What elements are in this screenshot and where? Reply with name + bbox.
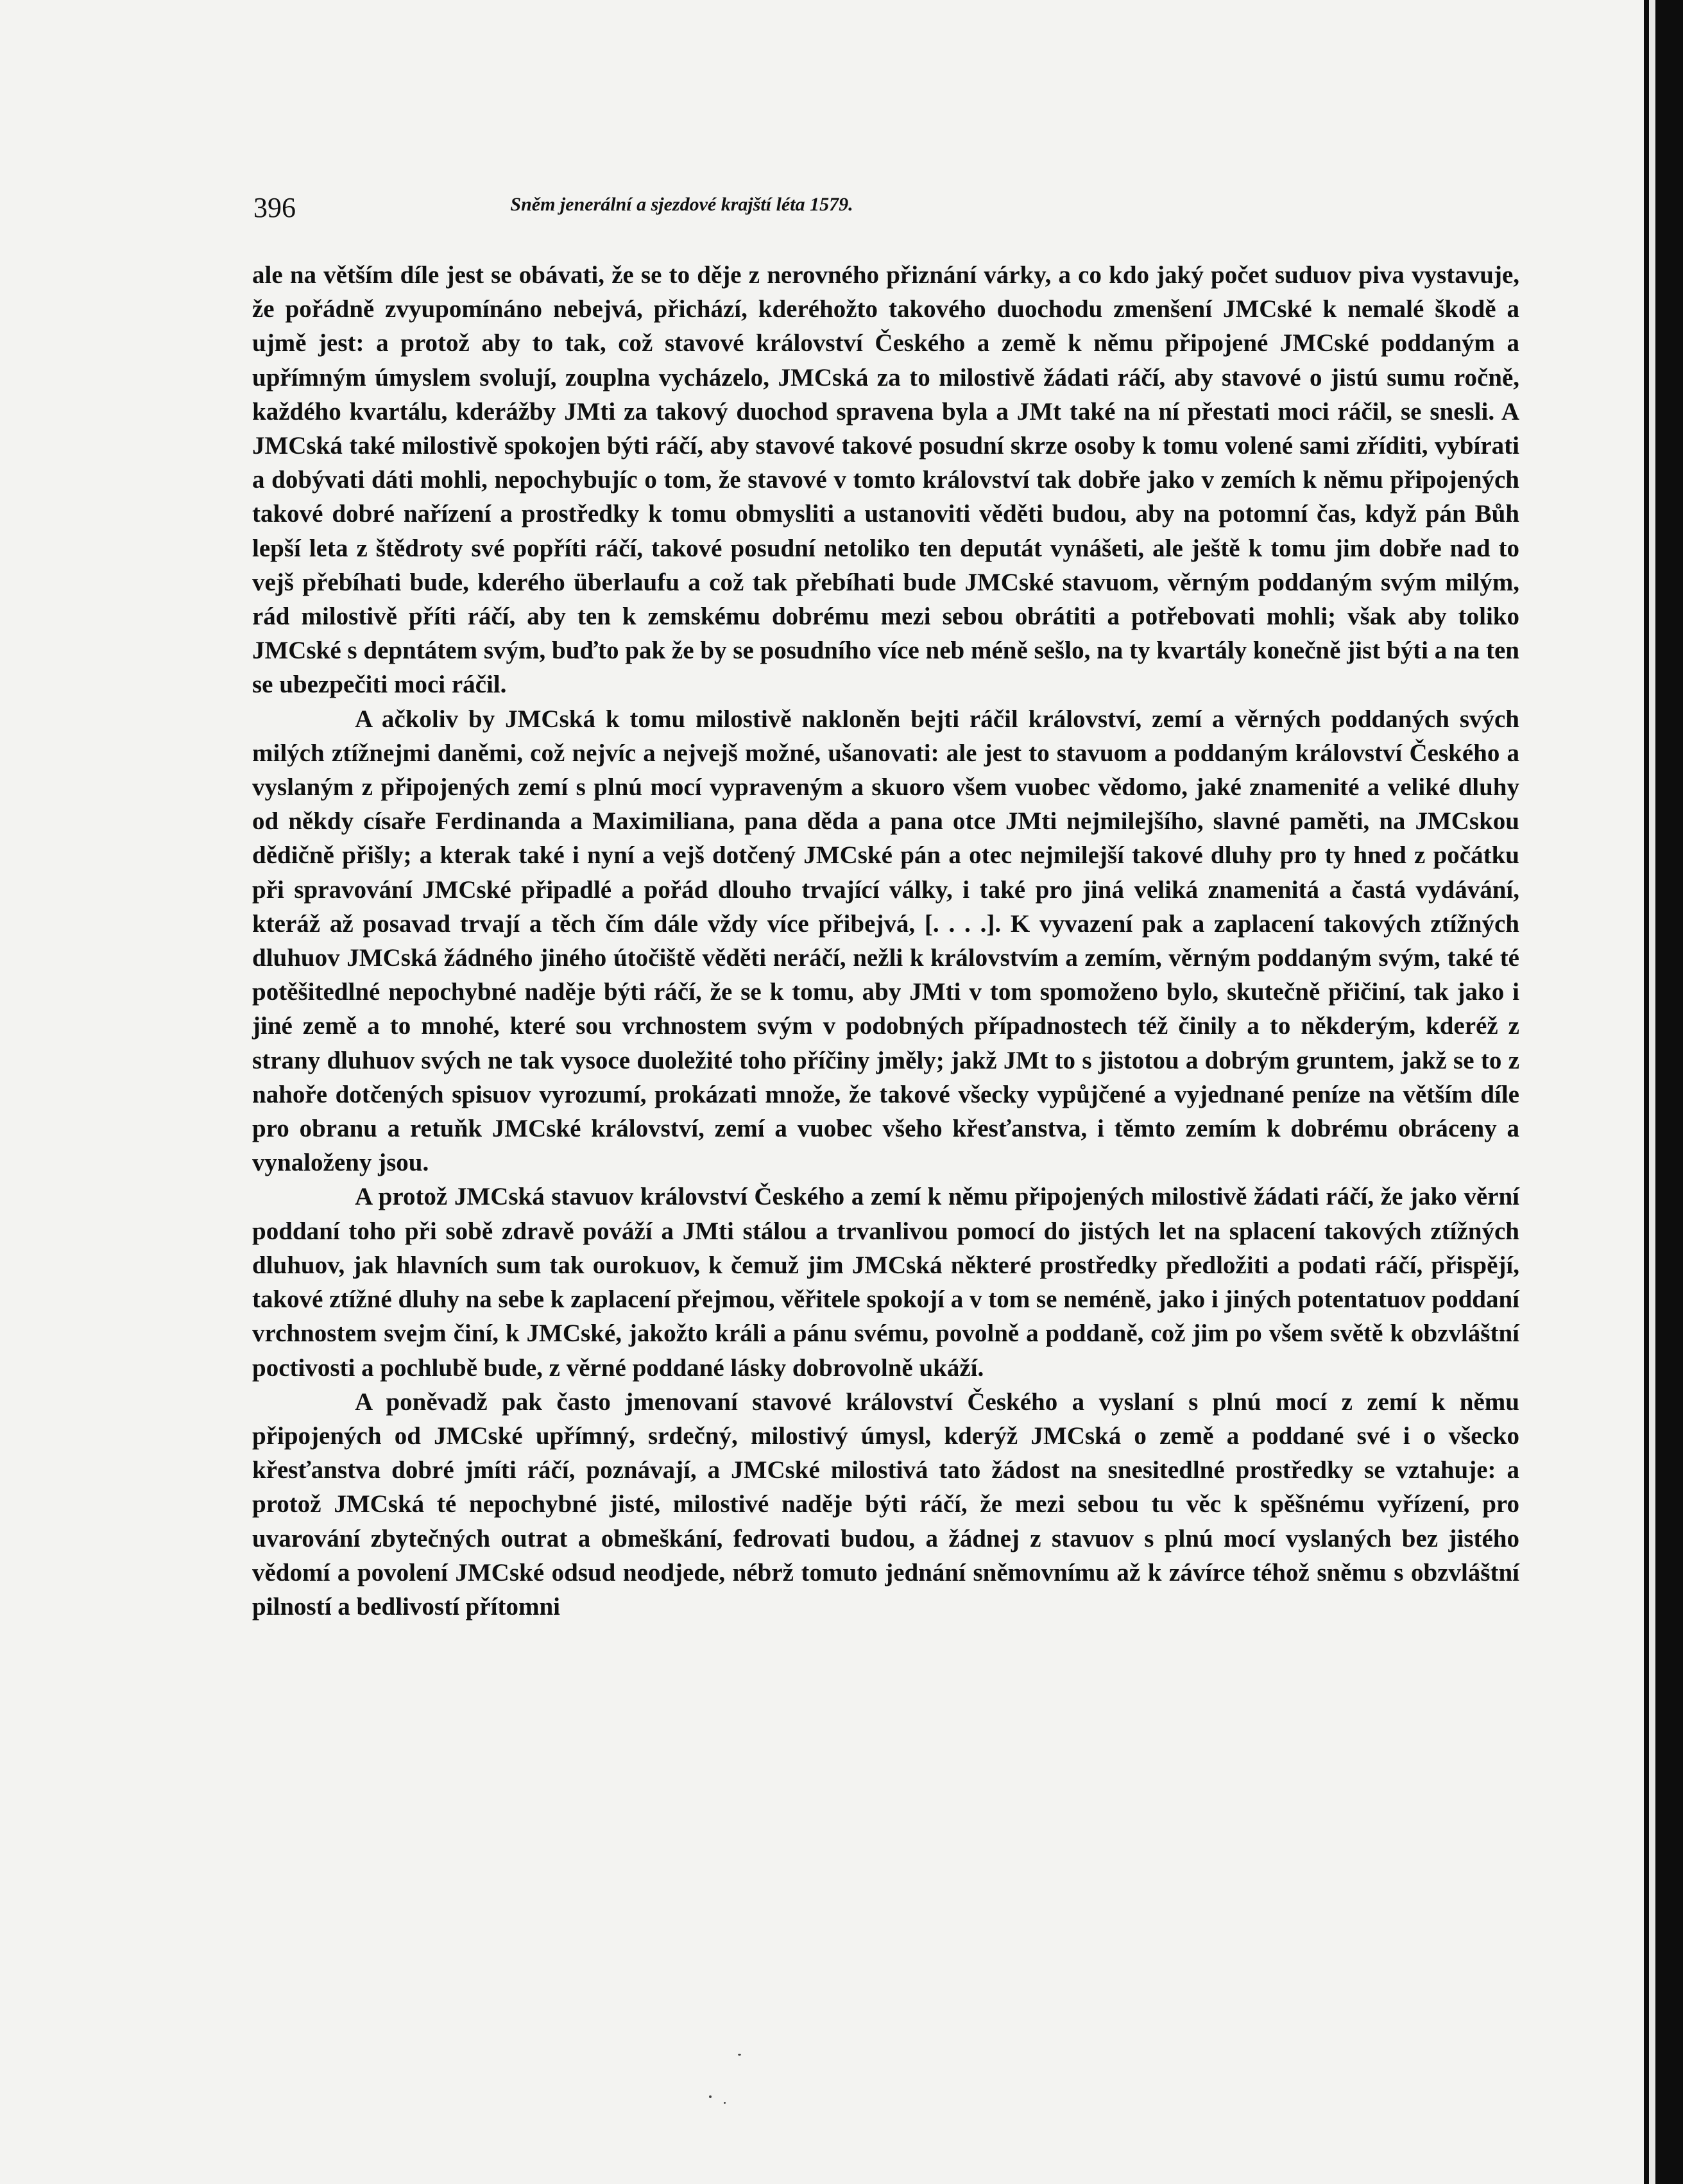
scan-speck [724,2102,726,2104]
body-text [252,258,1519,1624]
paragraph: A ačkoliv by JMCská k tomu milostivě nakloněn bejti ráčil království, zemí a věrných poddaných svých milých ztížnejmi daněmi, což nejvíc a nejvejš možné, ušanovati: ale jest to stavuom a poddaným království Českého a vyslaným z připojených zemí s plnú mocí vypraveným a skuoro všem vuobec vědomo, jaké znamenité a veliké dluhy od někdy císaře Ferdinanda a Maximiliana, pana děda a pana otce JMti nejmilejšího, slavné paměti, na JMCskou dědičně přišly; a kterak také i nyní a vejš dotčený JMCské pán a otec nejmilejší takové dluhy pro ty hned z počátku při spravování JMCské připadlé a pořád dlouho trvající války, i také pro jiná veliká znamenitá a častá vydávání, kteráž až posavad trvají a těch čím dále vždy více přibejvá, [. . . .]. K vyvazení pak a zaplacení takových ztížných dluhuov JMCská žádného jiného útočiště věděti neráčí, nežli k královstvím a zemím, věrným poddaným svým, také té potěšitedlné nepochybné naděje býti ráčí, že se k tomu, aby JMti v tom spomoženo bylo, skutečně přičiní, tak jako i jiné země a to mnohé, které sou vrchnostem svým v podobných případnostech též činily a to někderým, kderéž z strany dluhuov svých ne tak vysoce duoležité toho příčiny jměly; jakž JMt to s jistotou a dobrým gruntem, jakž se to z nahoře dotčených spisuov vyrozumí, prokázati množe, že takové všecky vypůjčené a vyjednané peníze na větším díle pro obranu a retuňk JMCské království, zemí a vuobec všeho křesťanstva, i těmto zemím k dobrému obráceny a vynaloženy jsou. [252,705,1519,1177]
page-header [253,191,1110,230]
scan-speck [738,2054,741,2056]
scan-edge [1644,0,1683,2184]
page-number: 396 [253,192,296,223]
scan-edge-strip [1649,0,1655,2184]
paragraph: A poněvadž pak často jmenovaní stavové království Českého a vyslaní s plnú mocí z zemí k němu připojených od JMCské upřímný, srdečný, milostivý úmysl, kderýž JMCská o země a poddané své i o všecko křesťanstva dobré jmíti ráčí, poznávají, a JMCské milostivá tato žádost na snesitedlné prostředky se vztahuje: a protož JMCská té nepochybné jisté, milostivé naděje býti ráčí, že mezi sebou tu věc k spěšnému vyřízení, pro uvarování zbytečných outrat a obmeškání, fedrovati budou, a žádnej z stavuov s plnú mocí vyslaných bez jistého vědomí a povolení JMCské odsud neodjede, nébrž tomuto jednání sněmovnímu až k závírce téhož sněmu s obzvláštní pilností a bedlivostí přítomni [252,1388,1519,1621]
paragraph-continued: ale na větším díle jest se obávati, že se to děje z nerovného přiznání várky, a co kdo jaký počet suduov piva vystavuje, že pořádně zvyupomínáno nebejvá, přichází, kderéhožto takového duochodu zmenšení JMCské k nemalé škodě a ujmě jest: a protož aby to tak, což stavové království Českého a země k němu připojené JMCské poddaným a upřímným úmyslem svolují, zouplna vycházelo, JMCská za to milostivě žádati ráčí, aby stavové o jistú sumu ročně, každého kvartálu, kderážby JMti za takový duochod spravena byla a JMt také na ní přestati moci ráčil, se snesli. A JMCská také milostivě spokojen býti ráčí, aby stavové takové posudní skrze osoby k tomu volené sami zříditi, vybírati a dobývati dáti mohli, nepochybujíc o tom, že stavové v tomto království tak dobře jako v zemích k němu připojených takové dobré nařízení a prostředky k tomu obmysliti a ustanoviti věděti budou, aby na potomní čas, když pán Bůh lepší leta z štědroty své popříti ráčí, takové posudní netoliko ten deputát vynášeti, ale ještě k tomu jim dobře nad to vejš přebíhati bude, kderého überlaufu a což tak přebíhati bude JMCské stavuom, věrným poddaným svým milým, rád milostivě příti ráčí, aby ten k zemskému dobrému mezi sebou obrátiti a potřebovati mohli; však aby toliko JMCské s depntátem svým, buďto pak že by se posudního více neb méně sešlo, na ty kvartály konečně jist býti a na ten se ubezpečiti moci ráčil. [252,261,1519,699]
running-title: Sněm jenerální a sjezdové krajští léta 1579. [510,194,853,215]
scan-speck [709,2095,712,2098]
paragraph: A protož JMCská stavuov království Českého a zemí k němu připojených milostivě žádati ráčí, že jako věrní poddaní toho při sobě zdravě pováží a JMti stálou a trvanlivou pomocí do jistých let na splacení takových ztížných dluhuov, jak hlavních sum tak ourokuov, k čemuž jim JMCská některé prostředky předložiti a podati ráčí, přispějí, takové ztížné dluhy na sebe k zaplacení přejmou, věřitele spokojí a v tom se neméně, jako i jiných potentatuov poddaní vrchnostem svejm činí, k JMCské, jakožto králi a pánu svému, povolně a poddaně, což jim po všem světě k obzvláštní poctivosti a pochlubě bude, z věrné poddané lásky dobrovolně ukáží. [252,1183,1519,1382]
